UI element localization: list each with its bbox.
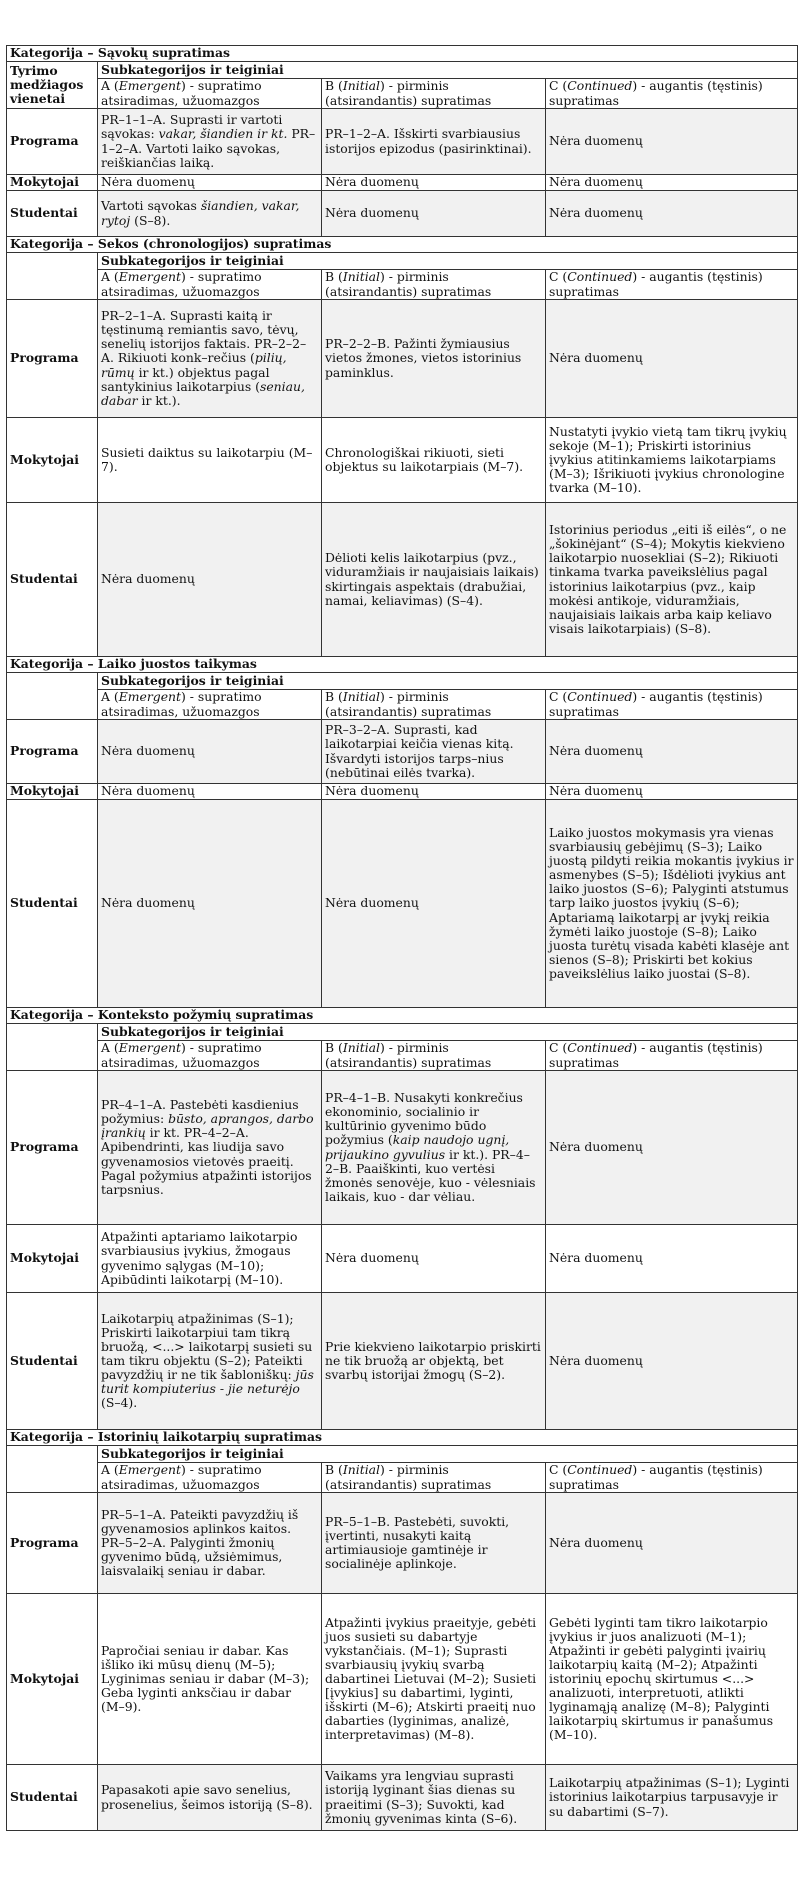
row-label-mokytojai: Mokytojai <box>7 418 98 503</box>
cell-b: Nėra duomenų <box>322 800 546 1008</box>
row-label-programa: Programa <box>7 300 98 418</box>
cell-c: Nėra duomenų <box>546 191 798 237</box>
cell-c: Nėra duomenų <box>546 1493 798 1594</box>
category-title: Kategorija – Sekos (chronologijos) supratimas <box>7 237 798 253</box>
row-label-mokytojai: Mokytojai <box>7 175 98 191</box>
cell-c: Nėra duomenų <box>546 1071 798 1225</box>
categories-table <box>6 45 798 1831</box>
cell-a: Nėra duomenų <box>98 720 322 784</box>
tyrimo-header: Tyrimo medžiagos vienetai <box>7 62 98 109</box>
row-label-programa: Programa <box>7 109 98 175</box>
cell-a: Nėra duomenų <box>98 503 322 657</box>
row-label-programa: Programa <box>7 720 98 784</box>
cell-b: Prie kiekvieno laikotarpio priskirti ne tik bruožą ar objektą, bet svarbų istorijai žmogų (S–2). <box>322 1293 546 1430</box>
cell-c: Gebėti lyginti tam tikro laikotarpio įvykius ir juos analizuoti (M–1); Atpažinti ir gebėti palyginti įvairių laikotarpių kaitą (M–2); Atpažinti istorinių epochų skirtumus <...> analizuoti, interpretuoti, atlikti lyginamąją analizę (M–8); Palyginti laikotarpių skirtumus ir panašumus (M–10). <box>546 1594 798 1765</box>
cell-c: Laiko juostos mokymasis yra vienas svarbiausių gebėjimų (S–3); Laiko juostą pildyti reikia mokantis įvykius ir asmenybes (S–5); Išdėlioti įvykius ant laiko juostos (S–6); Palyginti atstumus tarp laiko juostos įvykių (S–6); Aptariamą laikotarpį ar įvykį reikia žymėti laiko juostoje (S–8); Laiko juosta turėtų visada kabėti klasėje ant sienos (S–8); Priskirti bet kokius paveikslėlius laiko juostai (S–8). <box>546 800 798 1008</box>
subcategory-header: Subkategorijos ir teiginiai <box>98 1446 798 1463</box>
col-a-header: A (Emergent) - supratimo atsiradimas, užuomazgos <box>98 270 322 300</box>
cell-b: PR–4–1–B. Nusakyti konkrečius ekonominio, socialinio ir kultūrinio gyvenimo būdo požymius (kaip naudojo ugnį, prijaukino gyvulius ir kt.). PR–4–2–B. Paaiškinti, kuo vertėsi žmonės senovėje, kuo - vėlesniais laikais, kuo - dar vėliau. <box>322 1071 546 1225</box>
cell-c: Nėra duomenų <box>546 720 798 784</box>
cell-c: Nėra duomenų <box>546 109 798 175</box>
col-b-header: B (Initial) - pirminis (atsirandantis) supratimas <box>322 79 546 109</box>
cell-a: Laikotarpių atpažinimas (S–1); Priskirti laikotarpiui tam tikrą bruožą, <...> laikotarpį susieti su tam tikru objektu (S–2); Pateikti pavyzdžių ir ne tik šabloniškų: jūs turit kompiuterius - jie neturėjo (S–4). <box>98 1293 322 1430</box>
row-label-mokytojai: Mokytojai <box>7 1225 98 1293</box>
empty-header-cell <box>7 1446 98 1493</box>
row-label-studentai: Studentai <box>7 800 98 1008</box>
col-b-header: B (Initial) - pirminis (atsirandantis) supratimas <box>322 690 546 720</box>
cell-c: Nustatyti įvykio vietą tam tikrų įvykių sekoje (M–1); Priskirti istorinius įvykius atitinkamiems laikotarpiams (M–3); Išrikiuoti įvykius chronologine tvarka (M–10). <box>546 418 798 503</box>
col-a-header: A (Emergent) - supratimo atsiradimas, užuomazgos <box>98 1041 322 1071</box>
subcategory-header: Subkategorijos ir teiginiai <box>98 1024 798 1041</box>
col-b-header: B (Initial) - pirminis (atsirandantis) supratimas <box>322 1463 546 1493</box>
cell-a: PR–4–1–A. Pastebėti kasdienius požymius: būsto, aprangos, darbo įrankių ir kt. PR–4–2–A. Apibendrinti, kas liudija savo gyvenamosios vietovės praeitį. Pagal požymius atpažinti istorijos tarpsnius. <box>98 1071 322 1225</box>
cell-a: PR–5–1–A. Pateikti pavyzdžių iš gyvenamosios aplinkos kaitos. PR–5–2–A. Palyginti žmonių gyvenimo būdą, užsiėmimus, laisvalaikį seniau ir dabar. <box>98 1493 322 1594</box>
cell-a: Papasakoti apie savo senelius, prosenelius, šeimos istoriją (S–8). <box>98 1765 322 1831</box>
cell-c: Nėra duomenų <box>546 300 798 418</box>
cell-a: Vartoti sąvokas šiandien, vakar, rytoj (S–8). <box>98 191 322 237</box>
cell-a: Nėra duomenų <box>98 800 322 1008</box>
subcategory-header: Subkategorijos ir teiginiai <box>98 253 798 270</box>
col-a-header: A (Emergent) - supratimo atsiradimas, užuomazgos <box>98 690 322 720</box>
col-a-header: A (Emergent) - supratimo atsiradimas, užuomazgos <box>98 1463 322 1493</box>
row-label-studentai: Studentai <box>7 1293 98 1430</box>
cell-a: Papročiai seniau ir dabar. Kas išliko iki mūsų dienų (M–5); Lyginimas seniau ir dabar (M–3); Geba lyginti anksčiau ir dabar (M–9). <box>98 1594 322 1765</box>
row-label-studentai: Studentai <box>7 503 98 657</box>
cell-b: Vaikams yra lengviau suprasti istoriją lyginant šias dienas su praeitimi (S–3); Suvokti, kad žmonių gyvenimas kinta (S–6). <box>322 1765 546 1831</box>
cell-b: PR–5–1–B. Pastebėti, suvokti, įvertinti, nusakyti kaitą artimiausioje gamtinėje ir socialinėje aplinkoje. <box>322 1493 546 1594</box>
cell-a: PR–1–1–A. Suprasti ir vartoti sąvokas: vakar, šiandien ir kt. PR–1–2–A. Vartoti laiko sąvokas, reiškiančias laiką. <box>98 109 322 175</box>
cell-b: Nėra duomenų <box>322 1225 546 1293</box>
cell-a: Atpažinti aptariamo laikotarpio svarbiausius įvykius, žmogaus gyvenimo sąlygas (M–10); Apibūdinti laikotarpį (M–10). <box>98 1225 322 1293</box>
category-title: Kategorija – Konteksto požymių supratimas <box>7 1008 798 1024</box>
row-label-programa: Programa <box>7 1071 98 1225</box>
col-c-header: C (Continued) - augantis (tęstinis) supratimas <box>546 270 798 300</box>
row-label-studentai: Studentai <box>7 191 98 237</box>
cell-a: PR–2–1–A. Suprasti kaitą ir tęstinumą remiantis savo, tėvų, senelių istorijos faktais. PR–2–2–A. Rikiuoti konk–rečius (pilių, rūmų ir kt.) objektus pagal santykinius laikotarpius (seniau, dabar ir kt.). <box>98 300 322 418</box>
category-title: Kategorija – Laiko juostos taikymas <box>7 657 798 673</box>
cell-a: Nėra duomenų <box>98 175 322 191</box>
empty-header-cell <box>7 1024 98 1071</box>
cell-b: Nėra duomenų <box>322 191 546 237</box>
cell-c: Nėra duomenų <box>546 175 798 191</box>
cell-c: Istorinius periodus „eiti iš eilės“, o ne „šokinėjant“ (S–4); Mokytis kiekvieno laikotarpio nuosekliai (S–2); Rikiuoti tinkama tvarka paveikslėlius pagal istorinius laikotarpius (pvz., kaip mokėsi antikoje, viduramžiais, naujaisiais laikais arba kaip keliavo visais laikotarpiais) (S–8). <box>546 503 798 657</box>
cell-b: Chronologiškai rikiuoti, sieti objektus su laikotarpiais (M–7). <box>322 418 546 503</box>
cell-b: PR–2–2–B. Pažinti žymiausius vietos žmones, vietos istorinius paminklus. <box>322 300 546 418</box>
subcategory-header: Subkategorijos ir teiginiai <box>98 62 798 79</box>
col-b-header: B (Initial) - pirminis (atsirandantis) supratimas <box>322 1041 546 1071</box>
col-c-header: C (Continued) - augantis (tęstinis) supratimas <box>546 1463 798 1493</box>
cell-c: Nėra duomenų <box>546 1225 798 1293</box>
empty-header-cell <box>7 253 98 300</box>
col-a-header: A (Emergent) - supratimo atsiradimas, užuomazgos <box>98 79 322 109</box>
subcategory-header: Subkategorijos ir teiginiai <box>98 673 798 690</box>
col-c-header: C (Continued) - augantis (tęstinis) supratimas <box>546 690 798 720</box>
col-b-header: B (Initial) - pirminis (atsirandantis) supratimas <box>322 270 546 300</box>
col-c-header: C (Continued) - augantis (tęstinis) supratimas <box>546 1041 798 1071</box>
category-title: Kategorija – Sąvokų supratimas <box>7 46 798 62</box>
category-title: Kategorija – Istorinių laikotarpių supratimas <box>7 1430 798 1446</box>
cell-b: Atpažinti įvykius praeityje, gebėti juos susieti su dabartyje vykstančiais. (M–1); Suprasti svarbiausių įvykių svarbą dabartinei Lietuvai (M–2); Susieti [įvykius] su dabartimi, lyginti, išskirti (M–6); Atskirti praeitį nuo dabarties (lyginimas, analizė, interpretavimas) (M–8). <box>322 1594 546 1765</box>
cell-a: Nėra duomenų <box>98 784 322 800</box>
cell-a: Susieti daiktus su laikotarpiu (M–7). <box>98 418 322 503</box>
cell-b: Dėlioti kelis laikotarpius (pvz., viduramžiais ir naujaisiais laikais) skirtingais aspektais (drabužiai, namai, keliavimas) (S–4). <box>322 503 546 657</box>
row-label-studentai: Studentai <box>7 1765 98 1831</box>
empty-header-cell <box>7 673 98 720</box>
cell-b: Nėra duomenų <box>322 175 546 191</box>
row-label-programa: Programa <box>7 1493 98 1594</box>
row-label-mokytojai: Mokytojai <box>7 784 98 800</box>
cell-c: Nėra duomenų <box>546 784 798 800</box>
col-c-header: C (Continued) - augantis (tęstinis) supratimas <box>546 79 798 109</box>
cell-c: Nėra duomenų <box>546 1293 798 1430</box>
cell-b: Nėra duomenų <box>322 784 546 800</box>
cell-b: PR–3–2–A. Suprasti, kad laikotarpiai keičia vienas kitą. Išvardyti istorijos tarps–nius (nebūtinai eilės tvarka). <box>322 720 546 784</box>
row-label-mokytojai: Mokytojai <box>7 1594 98 1765</box>
cell-c: Laikotarpių atpažinimas (S–1); Lyginti istorinius laikotarpius tarpusavyje ir su dabartimi (S–7). <box>546 1765 798 1831</box>
cell-b: PR–1–2–A. Išskirti svarbiausius istorijos epizodus (pasirinktinai). <box>322 109 546 175</box>
